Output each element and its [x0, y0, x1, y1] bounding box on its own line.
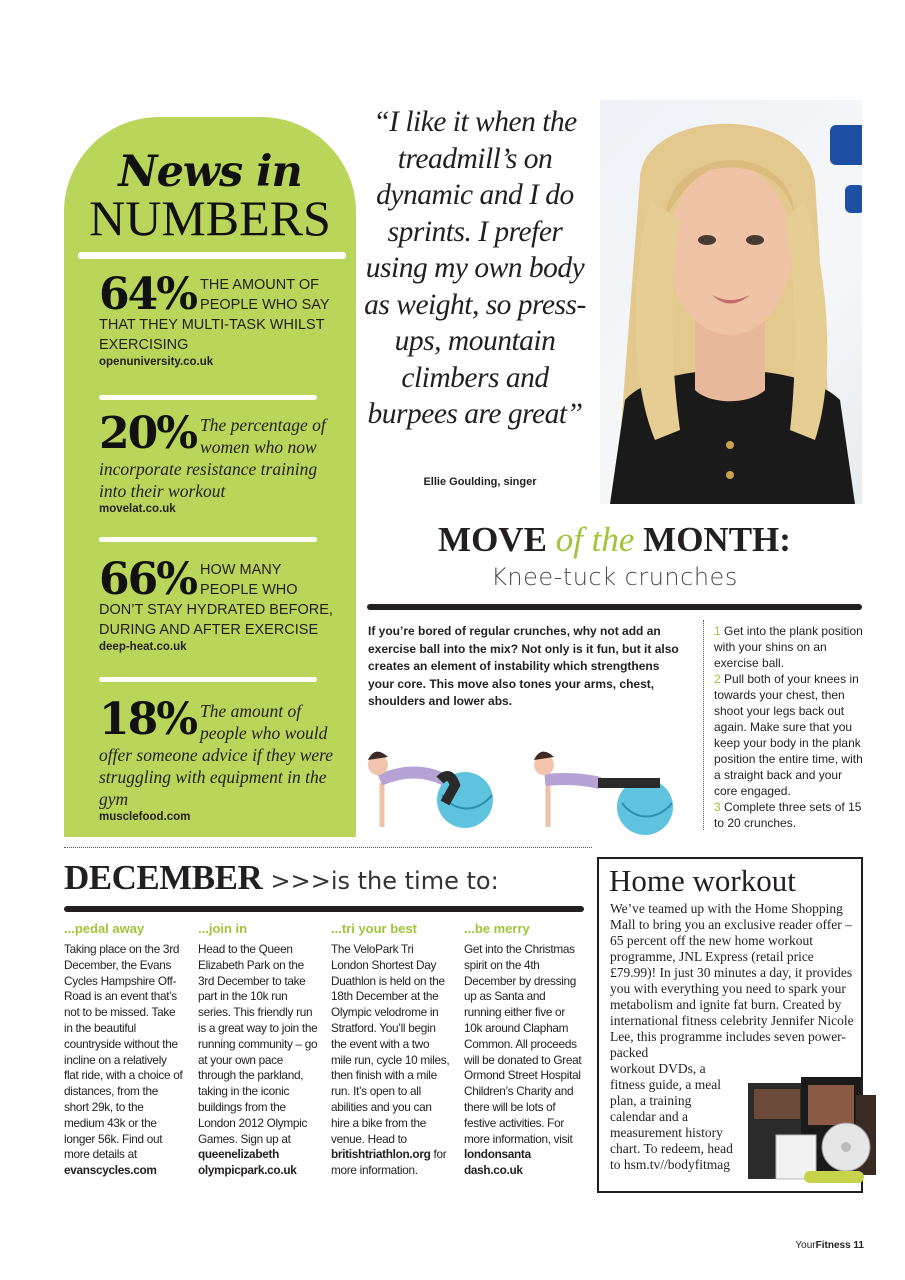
stat-18: [99, 694, 339, 823]
portrait-illustration: [600, 100, 862, 504]
stat-percentage: 66%: [99, 554, 197, 605]
jnl-express-product-image: [746, 1075, 878, 1191]
pull-quote: “I like it when the treadmill’s on dynamic and I do sprints. I prefer using my own body as weight, so press-ups, mountain climbers and burpees are great”: [364, 106, 586, 430]
page-number: 11: [853, 1240, 864, 1251]
step-number: 1: [714, 624, 721, 638]
stat-source: musclefood.com: [99, 811, 191, 823]
footer-prefix: Your: [795, 1240, 816, 1251]
column-heading: ...join in: [198, 921, 248, 936]
ellie-goulding-photo: [600, 100, 862, 504]
move-subtitle: Knee-tuck crunches: [491, 563, 738, 591]
december-title-main: DECEMBER: [64, 858, 263, 897]
column-text: Get into the Christmas spirit on the 4th December by dressing up as Santa and running either five or 10k around Clapham Common. All proceeds will be donated to Great Ormond Street Hospital Children’s Charity and there will be lots of festive activities. For more information, visit londonsanta dash.co.uk: [464, 942, 582, 1178]
december-column-join: [198, 921, 318, 1179]
step-text: Get into the plank position with your shins on an exercise ball.: [714, 624, 863, 670]
move-of-the-month-title: [367, 520, 862, 560]
home-workout-box: [597, 857, 863, 1193]
home-workout-text-narrow: workout DVDs, a fitness guide, a meal plan, a training calendar and a measurement history chart. To redeem, head to hsm.tv//bodyfitmag: [610, 1061, 733, 1172]
divider: [99, 537, 317, 542]
stat-66: [99, 554, 339, 653]
december-title: [64, 858, 499, 898]
column-heading: ...pedal away: [64, 921, 145, 936]
stat-percentage: 64%: [99, 269, 197, 320]
stat-percentage: 18%: [99, 694, 197, 745]
step-item: [714, 671, 864, 799]
stat-source: deep-heat.co.uk: [99, 641, 187, 653]
december-title-rest: >>>is the time to:: [270, 867, 499, 895]
move-steps: [714, 623, 864, 831]
column-text: Taking place on the 3rd December, the Evans Cycles Hampshire Off-Road is an event that’s not to be missed. Take in the beautiful countryside without the incline on a relatively flat ride, with a choice of distances, from the short 29k, to the medium 43k or the longer 56k. Find out more details at evanscycles.com: [64, 942, 183, 1178]
divider: [64, 906, 584, 912]
stat-20: [99, 408, 339, 515]
divider: [99, 395, 317, 400]
stat-source: movelat.co.uk: [99, 503, 176, 515]
move-title-left: MOVE: [438, 520, 547, 559]
stat-text: THE AMOUNT OF PEOPLE WHO SAY THAT THEY MULTI-TASK WHILST EXERCISING: [99, 277, 330, 353]
column-link: britishtriathlon.org: [331, 1147, 431, 1162]
footer-brand: Fitness: [815, 1240, 851, 1251]
news-in-numbers-panel: [64, 117, 356, 837]
stat-percentage: 20%: [99, 408, 197, 459]
stat-text: HOW MANY PEOPLE WHO DON’T STAY HYDRATED BEFORE, DURING AND AFTER EXERCISE: [99, 562, 333, 638]
step-text: Pull both of your knees in towards your chest, then shoot your legs back out again. Make sure that you keep your body in the plank position the entire time, with a straight back and your core engaged.: [714, 672, 863, 798]
move-title-accent: of the: [555, 520, 635, 559]
column-heading: ...tri your best: [331, 921, 417, 936]
december-column-merry: [464, 921, 584, 1179]
stat-text: The amount of people who would offer someone advice if they were struggling with equipment in the gym: [99, 701, 334, 809]
move-intro: If you’re bored of regular crunches, why not add an exercise ball into the mix? Not only is it fun, but it also creates an element of instability which strengthens your core. This move also tones your arms, chest, shoulders and lower abs.: [368, 624, 679, 708]
stat-source: openuniversity.co.uk: [99, 356, 214, 368]
column-link: londonsanta dash.co.uk: [464, 1147, 531, 1178]
december-column-pedal: [64, 921, 184, 1179]
step-item: [714, 623, 864, 671]
column-link: queenelizabeth olympicpark.co.uk: [198, 1147, 297, 1178]
news-title-line1: News in: [118, 147, 302, 197]
step-number: 3: [714, 800, 721, 814]
step-number: 2: [714, 672, 721, 686]
step-text: Complete three sets of 15 to 20 crunches.: [714, 800, 862, 830]
divider: [99, 677, 317, 682]
column-link: evanscycles.com: [64, 1163, 157, 1178]
divider: [367, 604, 862, 610]
news-title-line2: NUMBERS: [89, 190, 331, 246]
move-title-right: MONTH:: [643, 520, 791, 559]
column-text: Head to the Queen Elizabeth Park on the 3rd December to take part in the 10k run series. This friendly run is a great way to join the running community – go at your own pace through the parkland, taking in the iconic buildings from the London 2012 Olympic Games. Sign up at queenelizabeth olympicpark.co.uk: [198, 942, 318, 1178]
exercise-illustration: [360, 735, 695, 835]
quote-attribution: Ellie Goulding, singer: [423, 476, 537, 488]
home-workout-text: We’ve teamed up with the Home Shopping Mall to bring you an exclusive reader offer – 65 percent off the new home workout programme, JNL Express (retail price £79.99)! In just 30 minutes a day, it provides you with everything you need to spark your metabolism and ignite fat burn. Created by international fitness celebrity Jennifer Nicole Lee, this programme includes seven power-packed workout DVDs, a fitness guide, a meal plan, a training calendar and a measurement history chart. To redeem, head to hsm.tv//bodyfitmag: [610, 901, 854, 1172]
column-text: The VeloPark Tri London Shortest Day Duathlon is held on the 18th December at the Olympic velodrome in Stratford. You’ll begin the event with a two mile run, cycle 10 miles, then finish with a mile run. It’s open to all abilities and you can hire a bike from the venue. Head to britishtriathlon.org for more information.: [331, 942, 450, 1178]
home-workout-title: Home workout: [609, 863, 796, 898]
step-item: [714, 799, 864, 831]
page-footer: [770, 1240, 864, 1251]
december-column-tri: [331, 921, 451, 1179]
stat-64: [99, 269, 339, 368]
column-heading: ...be merry: [464, 921, 530, 936]
dotted-divider: [703, 620, 704, 830]
divider: [78, 252, 346, 259]
stat-text: The percentage of women who now incorporate resistance training into their workout: [99, 415, 326, 501]
dotted-divider: [64, 847, 592, 848]
